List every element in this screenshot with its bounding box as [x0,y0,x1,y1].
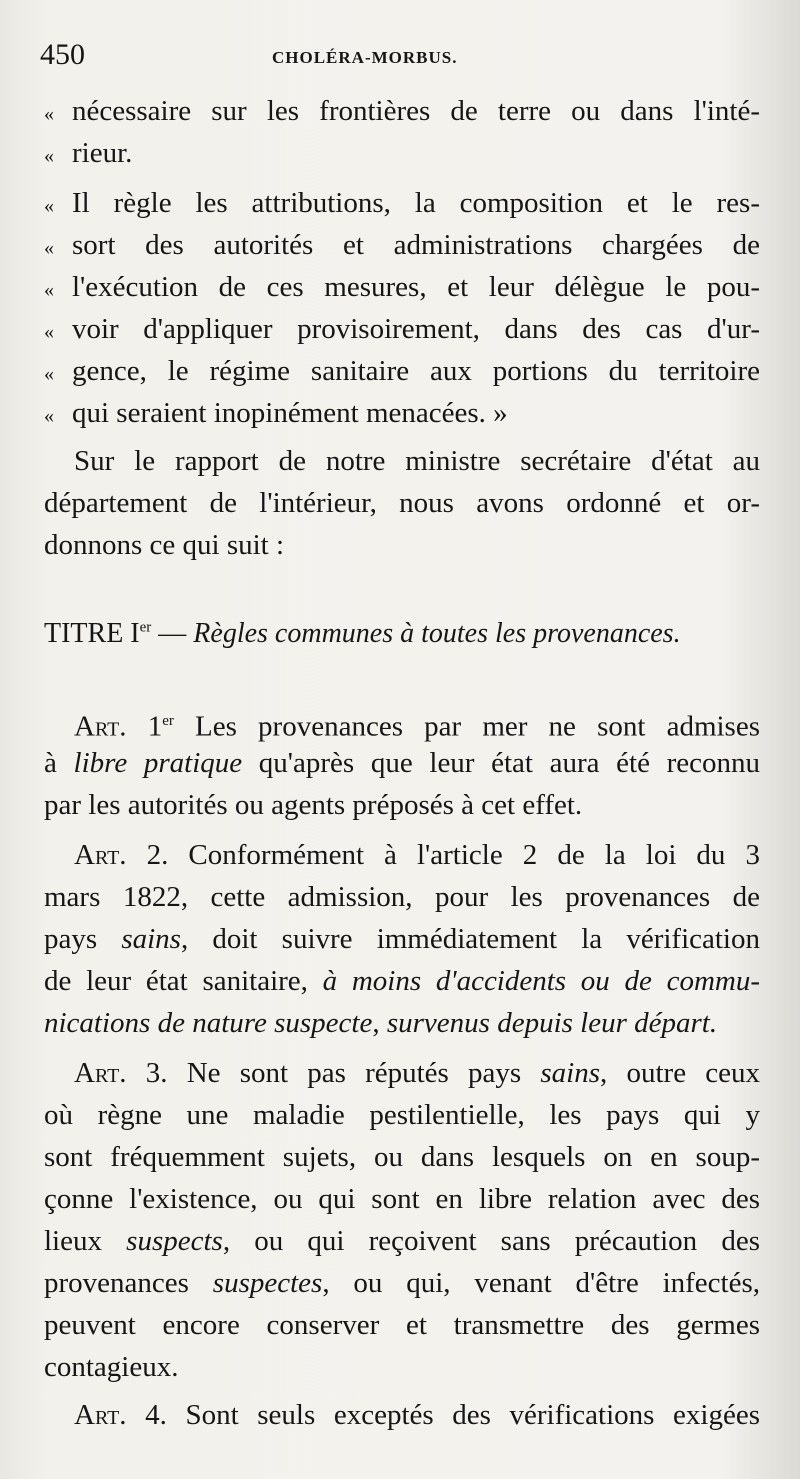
text-line: « l'exécution de ces mesures, et leur délègue le pou- [44,271,760,303]
article-3-line: Art. 3. Ne sont pas réputés pays sains, outre ceux [74,1057,760,1089]
article-3-line: sont fréquemment sujets, ou dans lesquels on en soup- [44,1141,760,1173]
article-1-line: par les autorités ou agents préposés à cet effet. [44,789,583,821]
text-line: « gence, le régime sanitaire aux portions du territoire [44,355,760,387]
text-line: Sur le rapport de notre ministre secrétaire d'état au [74,445,760,477]
article-1-line: à libre pratique qu'après que leur état aura été reconnu [44,747,761,779]
article-2-line: de leur état sanitaire, à moins d'accidents ou de commu- [44,965,761,997]
text-line: « Il règle les attributions, la composition et le res- [44,187,760,219]
page-header [40,38,760,78]
text-line: « qui seraient inopinément menacées. » [44,397,508,429]
page-number: 450 [40,38,85,71]
article-2-line: mars 1822, cette admission, pour les provenances de [44,881,760,913]
text-line: « sort des autorités et administrations chargées de [44,229,760,261]
article-3-line: contagieux. [44,1351,179,1383]
running-head: CHOLÉRA-MORBUS. [272,48,458,67]
text-line: département de l'intérieur, nous avons ordonné et or- [44,487,760,519]
article-3-line: peuvent encore conserver et transmettre des germes [44,1309,760,1341]
article-3-line: provenances suspectes, ou qui, venant d'être infectés, [44,1267,760,1299]
article-2-line: pays sains, doit suivre immédiatement la vérification [44,923,760,955]
section-title: TITRE Ier — Règles communes à toutes les provenances. [44,618,681,649]
article-3-line: lieux suspects, ou qui reçoivent sans précaution des [44,1225,760,1257]
text-line: donnons ce qui suit : [44,529,285,561]
text-line: « voir d'appliquer provisoirement, dans des cas d'ur- [44,313,760,345]
text-line: « nécessaire sur les frontières de terre ou dans l'inté- [44,95,760,127]
text-line: « rieur. [44,137,133,169]
article-2-line: nications de nature suspecte, survenus depuis leur départ. [44,1007,718,1039]
article-3-line: où règne une maladie pestilentielle, les pays qui y [44,1099,760,1131]
article-1-line: Art. 1er Les provenances par mer ne sont admises [74,710,760,743]
article-2-line: Art. 2. Conformément à l'article 2 de la loi du 3 [74,839,760,871]
article-4-line: Art. 4. Sont seuls exceptés des vérifications exigées [74,1399,760,1431]
article-3-line: çonne l'existence, ou qui sont en libre relation avec des [44,1183,760,1215]
